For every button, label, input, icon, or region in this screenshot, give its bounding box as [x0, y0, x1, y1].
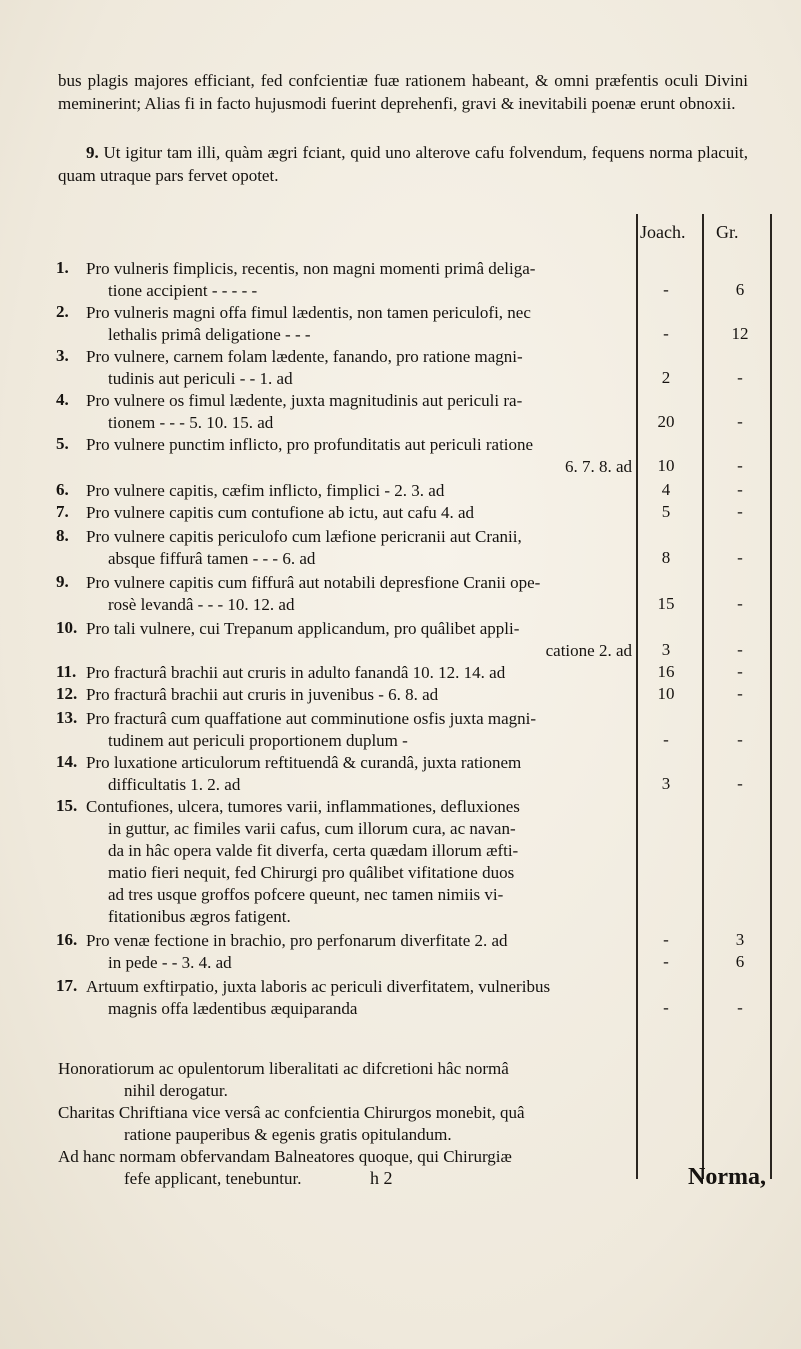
description-line: catione 2. ad — [545, 641, 632, 660]
row-number: 3. — [56, 346, 69, 365]
joach-value: 3 — [661, 640, 671, 659]
row-description — [86, 302, 634, 346]
intro-paragraph — [58, 70, 748, 115]
gr-value: - — [737, 502, 743, 521]
column-header-gr: Gr. — [716, 222, 739, 242]
gr-value: - — [737, 998, 743, 1017]
joach-value: - — [663, 280, 669, 299]
row-number: 9. — [56, 572, 69, 591]
description-line: Pro vulnere, carnem folam lædente, fanando, pro ratione magni- — [86, 347, 523, 366]
description-line: Pro vulneris fimplicis, recentis, non magni momenti primâ deliga- — [86, 259, 536, 278]
row-description — [86, 708, 634, 752]
row-description — [86, 526, 634, 570]
gr-value: - — [737, 594, 743, 613]
row-number: 6. — [56, 480, 69, 499]
description-line: Pro vulnere capitis periculofo cum læfione pericranii aut Cranii, — [86, 527, 522, 546]
description-line: Pro fracturâ brachii aut cruris in juvenibus - 6. 8. ad — [86, 685, 439, 704]
description-line: in pede - - 3. 4. ad — [108, 953, 232, 972]
row-number: 11. — [56, 662, 77, 681]
description-line: Pro venæ fectione in brachio, pro perfonarum diverfitate 2. ad — [86, 931, 508, 950]
row-description — [86, 258, 634, 302]
joach-value: - — [663, 730, 669, 749]
row-description — [86, 930, 634, 974]
row-number: 7. — [56, 502, 69, 521]
description-line: tione accipient - - - - - — [108, 281, 258, 300]
description-line: Contufiones, ulcera, tumores varii, inflammationes, defluxiones — [86, 797, 520, 816]
description-line: Pro fracturâ cum quaffatione aut comminutione osfis juxta magni- — [86, 709, 537, 728]
gr-value: 3 — [735, 930, 745, 949]
description-line: Pro vulneris magni offa fimul lædentis, non tamen periculofi, nec — [86, 303, 531, 322]
description-line: Pro luxatione articulorum reftituendâ & curandâ, juxta rationem — [86, 753, 522, 772]
description-line: da in hâc opera valde fit diverfa, certa quædam illorum æfti- — [108, 841, 519, 860]
section-text: Ut igitur tam illi, quàm ægri fciant, quid uno alterove cafu folvendum, fequens norma placuit, quam utraque pars fervet opotet. — [58, 143, 748, 185]
description-line: Pro vulnere os fimul lædente, juxta magnitudinis aut periculi ra- — [86, 391, 523, 410]
row-description — [86, 752, 634, 796]
closing-line: Honoratiorum ac opulentorum liberalitati ac difcretioni hâc normâ — [58, 1059, 509, 1078]
joach-value: 3 — [661, 774, 671, 793]
row-description — [86, 618, 634, 662]
row-number: 13. — [56, 708, 78, 727]
joach-value: 20 — [657, 412, 675, 431]
row-description — [86, 572, 634, 616]
closing-line: Charitas Chriftiana vice versâ ac confcientia Chirurgos monebit, quâ — [58, 1103, 525, 1122]
gr-value: - — [737, 774, 743, 793]
description-line: matio fieri nequit, fed Chirurgi pro quâlibet vifitatione duos — [108, 863, 515, 882]
joach-value: - — [663, 324, 669, 343]
description-line: ad tres usque groffos pofcere queunt, nec tamen nimiis vi- — [108, 885, 504, 904]
row-description — [86, 976, 634, 1020]
closing-line: nihil derogatur. — [124, 1081, 228, 1100]
catchword: Norma, — [688, 1164, 766, 1190]
column-rule-right — [770, 214, 772, 1179]
gr-value: - — [737, 640, 743, 659]
row-number: 16. — [56, 930, 78, 949]
joach-value: - — [663, 952, 669, 971]
gr-value: - — [737, 412, 743, 431]
row-number: 15. — [56, 796, 78, 815]
joach-value: 8 — [661, 548, 671, 567]
joach-value: - — [663, 930, 669, 949]
closing-line: ratione pauperibus & egenis gratis opitulandum. — [124, 1125, 452, 1144]
description-line: Pro vulnere capitis, cæfim inflicto, fimplici - 2. 3. ad — [86, 481, 445, 500]
joach-value: 10 — [657, 456, 675, 475]
joach-value: 16 — [657, 662, 675, 681]
description-line: Pro fracturâ brachii aut cruris in adulto fanandâ 10. 12. 14. ad — [86, 663, 506, 682]
description-line: Pro vulnere punctim inflicto, pro profunditatis aut periculi ratione — [86, 435, 534, 454]
closing-line: Ad hanc normam obfervandam Balneatores quoque, qui Chirurgiæ — [58, 1147, 512, 1166]
gr-value: 6 — [735, 280, 745, 299]
description-line: magnis offa lædentibus æquiparanda — [108, 999, 358, 1018]
description-line: Pro vulnere capitis cum contufione ab ictu, aut cafu 4. ad — [86, 503, 475, 522]
gr-value: 12 — [731, 324, 749, 343]
closing-text — [58, 1058, 586, 1190]
row-number: 5. — [56, 434, 69, 453]
closing-line: fefe applicant, tenebuntur. — [124, 1169, 302, 1188]
row-description — [86, 796, 634, 928]
description-line: difficultatis 1. 2. ad — [108, 775, 241, 794]
gr-value: - — [737, 684, 743, 703]
gr-value: - — [737, 662, 743, 681]
joach-value: - — [663, 998, 669, 1017]
joach-value: 4 — [661, 480, 671, 499]
row-number: 10. — [56, 618, 78, 637]
column-header-joach: Joach. — [640, 222, 686, 242]
description-line: tudinem aut periculi proportionem duplum - — [108, 731, 408, 750]
description-line: 6. 7. 8. ad — [564, 457, 632, 476]
description-line: tudinis aut periculi - - 1. ad — [108, 369, 293, 388]
row-description — [86, 662, 634, 684]
signature-mark: h 2 — [370, 1168, 393, 1188]
description-line: lethalis primâ deligatione - - - — [108, 325, 311, 344]
description-line: tionem - - - 5. 10. 15. ad — [108, 413, 274, 432]
description-line: Pro vulnere capitis cum fiffurâ aut notabili depresfione Cranii ope- — [86, 573, 541, 592]
description-line: Pro tali vulnere, cui Trepanum applicandum, pro quâlibet appli- — [86, 619, 520, 638]
row-number: 14. — [56, 752, 78, 771]
row-description — [86, 684, 634, 706]
joach-value: 15 — [657, 594, 675, 613]
gr-value: 6 — [735, 952, 745, 971]
gr-value: - — [737, 730, 743, 749]
row-description — [86, 390, 634, 434]
row-number: 4. — [56, 390, 69, 409]
gr-value: - — [737, 548, 743, 567]
description-line: absque fiffurâ tamen - - - 6. ad — [108, 549, 316, 568]
row-description — [86, 434, 634, 478]
joach-value: 2 — [661, 368, 671, 387]
row-description — [86, 502, 634, 524]
row-number: 17. — [56, 976, 78, 995]
column-rule-middle — [702, 214, 704, 1179]
row-number: 2. — [56, 302, 69, 321]
gr-value: - — [737, 368, 743, 387]
joach-value: 5 — [661, 502, 671, 521]
joach-value: 10 — [657, 684, 675, 703]
description-line: Artuum exftirpatio, juxta laboris ac periculi diverfitatem, vulneribus — [86, 977, 551, 996]
description-line: in guttur, ac fimiles varii cafus, cum illorum cura, ac navan- — [108, 819, 516, 838]
section-9-paragraph — [58, 142, 748, 187]
section-number: 9. — [86, 143, 99, 162]
description-line: rosè levandâ - - - 10. 12. ad — [108, 595, 295, 614]
row-description — [86, 346, 634, 390]
gr-value: - — [737, 456, 743, 475]
description-line: fitationibus ægros fatigent. — [108, 907, 291, 926]
gr-value: - — [737, 480, 743, 499]
row-description — [86, 480, 634, 502]
row-number: 12. — [56, 684, 78, 703]
row-number: 8. — [56, 526, 69, 545]
intro-text: bus plagis majores efficiant, fed confcientiæ fuæ rationem habeant, & omni præfentis oculi Divini meminerint; Alias fi in facto hujusmodi fuerint deprehenfi, gravi & inevitabili poenæ erunt obnoxii. — [58, 71, 748, 113]
row-number: 1. — [56, 258, 69, 277]
